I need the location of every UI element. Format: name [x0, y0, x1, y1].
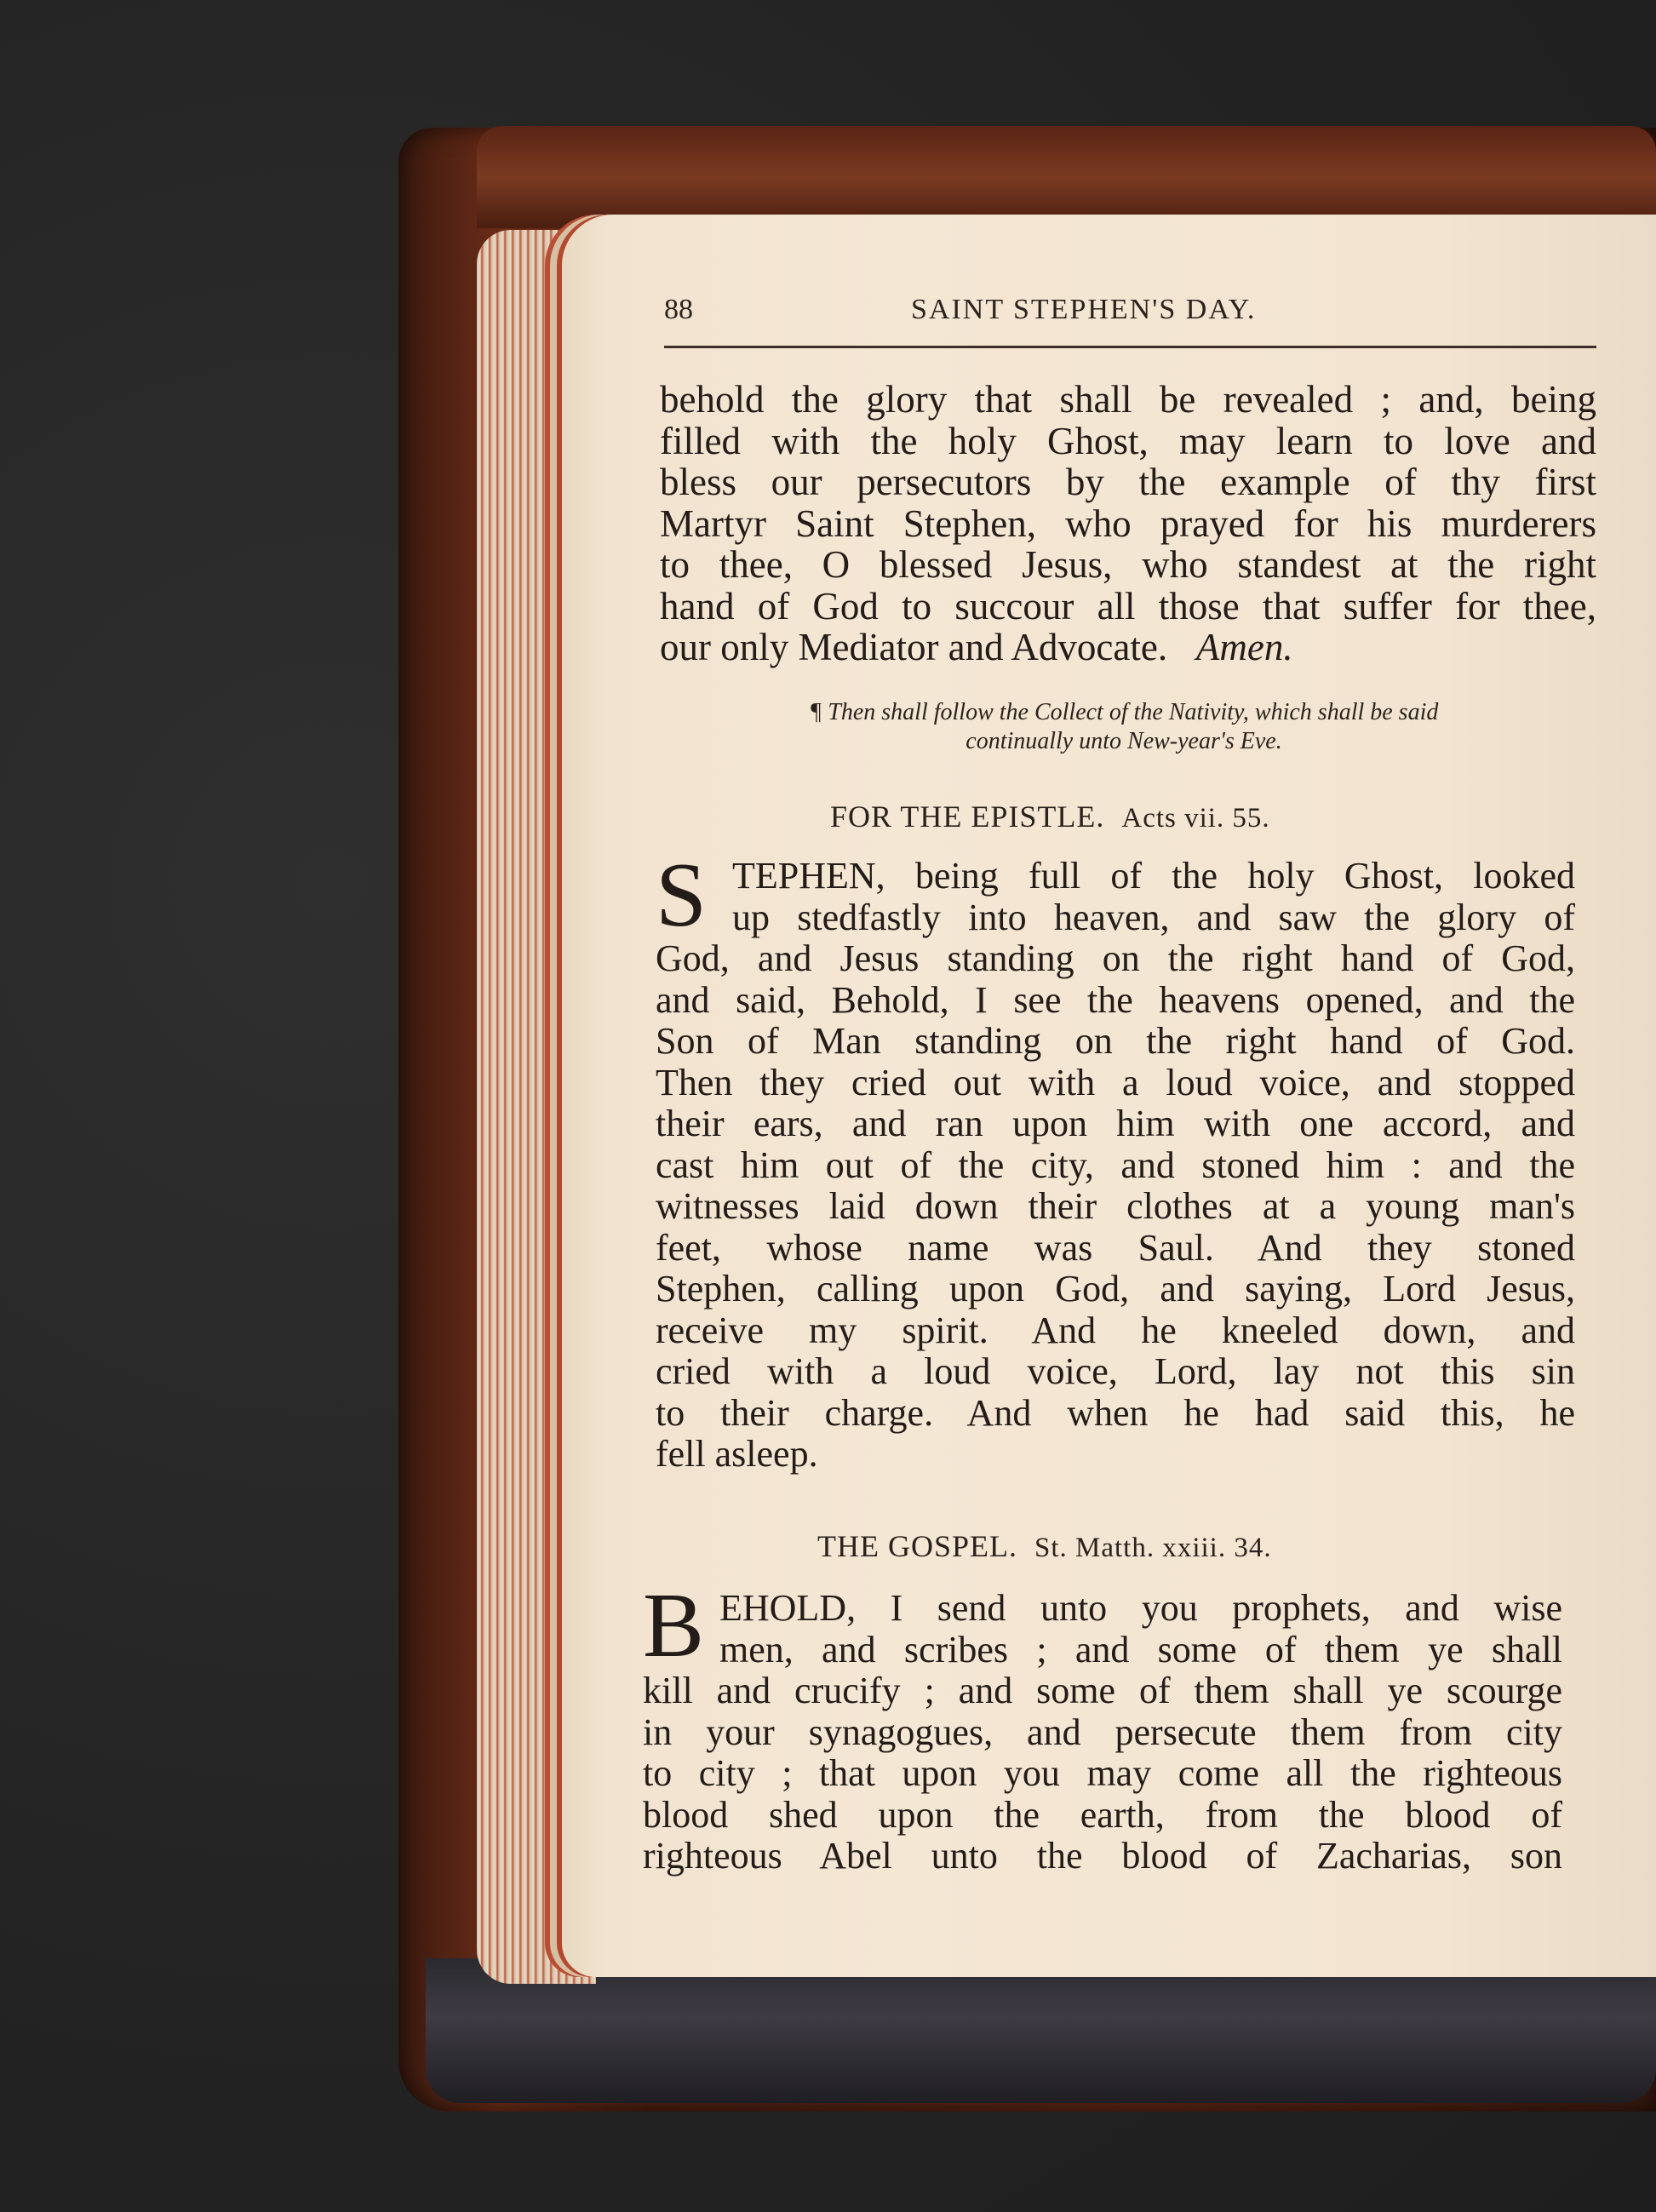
epistle-reference: Acts vii. 55.	[1121, 803, 1270, 834]
epistle-line: Then they cried out with a loud voice, and stopped	[656, 1061, 1575, 1103]
rubric	[677, 698, 1571, 756]
epistle-heading	[830, 799, 1270, 834]
epistle-line: and said, Behold, I see the heavens opened, and the	[656, 978, 1575, 1021]
page-number: 88	[664, 294, 693, 325]
gospel-line: righteous Abel unto the blood of Zacharias, son	[643, 1835, 1562, 1877]
epistle-line: God, and Jesus standing on the right hand of God,	[656, 937, 1575, 979]
collect-line-text: our only Mediator and Advocate.	[660, 626, 1168, 668]
epistle-text	[656, 856, 1575, 1476]
collect-line: Martyr Saint Stephen, who prayed for his murderers	[660, 501, 1596, 545]
epistle-line: TEPHEN, being full of the holy Ghost, looked	[732, 855, 1575, 897]
collect-line: bless our persecutors by the example of thy first	[660, 461, 1596, 503]
epistle-line: Son of Man standing on the right hand of God.	[656, 1020, 1575, 1062]
epistle-line: up stedfastly into heaven, and saw the glory of	[732, 896, 1575, 938]
amen: Amen.	[1195, 626, 1293, 668]
collect-line: filled with the holy Ghost, may learn to love and	[660, 419, 1596, 462]
gospel-line: men, and scribes ; and some of them ye shall	[719, 1628, 1562, 1670]
collect-line	[660, 627, 1596, 668]
epistle-title: FOR THE EPISTLE.	[830, 799, 1105, 834]
collect-line: hand of God to succour all those that suffer for thee,	[660, 584, 1596, 627]
running-title: SAINT STEPHEN'S DAY.	[911, 294, 1257, 325]
epistle-line: feet, whose name was Saul. And they stoned	[656, 1226, 1575, 1269]
gospel-reference: St. Matth. xxiii. 34.	[1034, 1533, 1272, 1563]
epistle-line: witnesses laid down their clothes at a young man's	[656, 1185, 1575, 1227]
epistle-line: their ears, and ran upon him with one accord, and	[656, 1103, 1575, 1144]
gospel-line: kill and crucify ; and some of them shall ye scourge	[643, 1670, 1562, 1711]
gospel-line: in your synagogues, and persecute them from city	[643, 1711, 1562, 1753]
epistle-line: cast him out of the city, and stoned him : and the	[656, 1143, 1575, 1186]
epistle-line: fell asleep.	[656, 1433, 818, 1475]
rubric-line-2: continually unto New-year's Eve.	[966, 728, 1282, 754]
header-rule	[664, 346, 1596, 348]
gospel-line: EHOLD, I send unto you prophets, and wise	[719, 1587, 1562, 1629]
epistle-line: cried with a loud voice, Lord, lay not this sin	[656, 1350, 1575, 1392]
epistle-line: receive my spirit. And he kneeled down, and	[656, 1309, 1575, 1351]
book-cover-bottom	[426, 1958, 1656, 2103]
gospel-heading	[817, 1528, 1272, 1564]
epistle-dropcap: S	[656, 845, 708, 946]
gospel-dropcap: B	[643, 1575, 705, 1676]
epistle-line: to their charge. And when he had said this, he	[656, 1391, 1575, 1434]
gospel-line: blood shed upon the earth, from the blood of	[643, 1793, 1562, 1836]
gospel-title: THE GOSPEL.	[817, 1529, 1017, 1563]
collect-line: behold the glory that shall be revealed ; and, being	[660, 378, 1596, 421]
collect-line: to thee, O blessed Jesus, who standest at the right	[660, 543, 1596, 586]
book-cover-top	[477, 126, 1656, 228]
collect-text	[660, 379, 1596, 668]
rubric-line-1: ¶ Then shall follow the Collect of the Nativity, which shall be said	[809, 699, 1439, 725]
epistle-line: Stephen, calling upon God, and saying, Lord Jesus,	[656, 1268, 1575, 1309]
gospel-line: to city ; that upon you may come all the righteous	[643, 1752, 1562, 1794]
gospel-text	[643, 1588, 1562, 1877]
